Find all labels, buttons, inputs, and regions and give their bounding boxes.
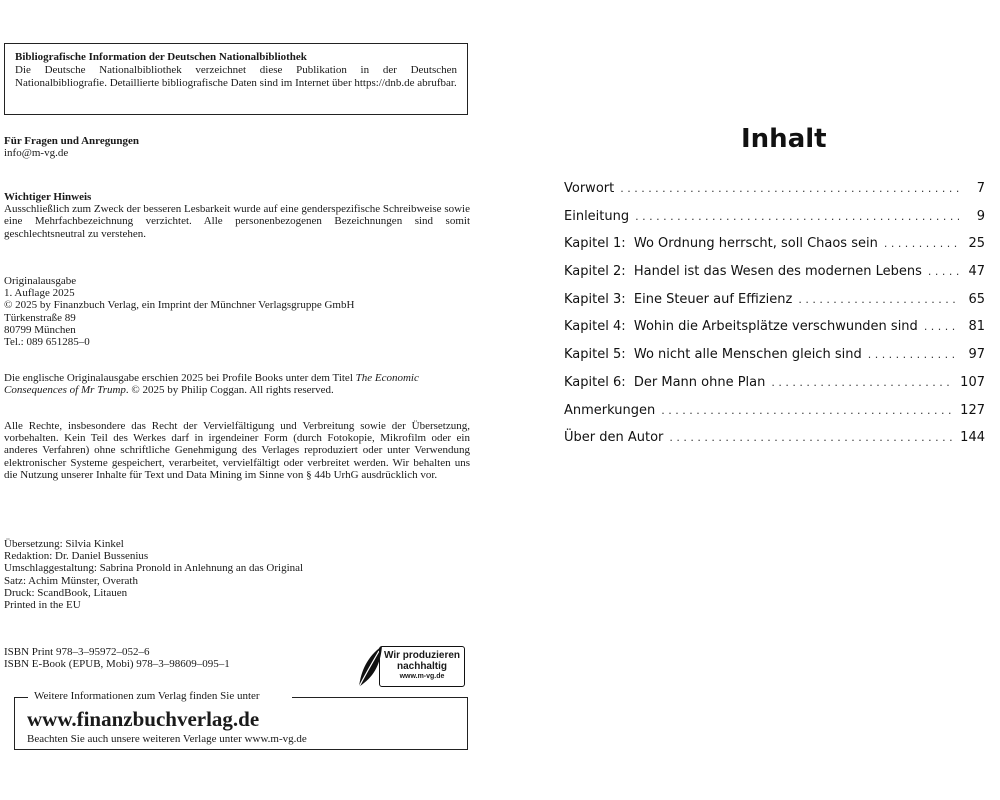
toc-leader-dots [669, 431, 954, 444]
credit-line: Redaktion: Dr. Daniel Bussenius [4, 550, 149, 563]
bibliographic-info-text: Die Deutsche Nationalbibliothek verzeichnet diese Publikation in der Deutschen Nationalbibliografie. Detaillierte bibliografische Daten sind im Internet über https://dnb.de abrufbar. [15, 64, 457, 89]
toc-leader-dots [924, 320, 959, 333]
toc-leader-dots [661, 404, 954, 417]
toc-entry-page: 7 [976, 181, 985, 196]
credit-line: Übersetzung: Silvia Kinkel [4, 538, 124, 550]
toc-entry-page: 144 [960, 430, 985, 446]
toc-title: Inhalt [741, 124, 827, 154]
toc-leader-dots [884, 237, 959, 250]
toc-entry-chapter-2[interactable] [564, 264, 985, 292]
bibliographic-info-box [4, 43, 468, 115]
contact-email: info@m-vg.de [4, 147, 69, 160]
original-text-after: . © 2025 by Philip Coggan. All rights reserved. [125, 384, 334, 397]
edition-line: 80799 München [4, 323, 76, 336]
edition-line: 1. Auflage 2025 [4, 287, 75, 300]
toc-entry-label: Anmerkungen [564, 402, 656, 418]
toc-entry-chapter-1[interactable] [564, 236, 985, 264]
notice-section [4, 191, 470, 240]
toc-entry-label: Kapitel 1: Wo Ordnung herrscht, soll Chaos sein [564, 236, 878, 252]
toc-entry-label: Über den Autor [564, 430, 664, 446]
credit-line: Satz: Achim Münster, Overath [4, 574, 138, 587]
isbn-section [4, 646, 344, 670]
toc-entry-label: Kapitel 3: Eine Steuer auf Effizienz [564, 291, 793, 307]
toc-entry-page: 127 [960, 402, 985, 418]
original-edition-note [4, 372, 470, 396]
toc-entry-chapter-5[interactable] [564, 347, 985, 375]
toc-entry-page: 65 [968, 291, 985, 307]
toc-leader-dots [771, 376, 954, 389]
sustainability-line2: nachhaltig [396, 661, 447, 672]
toc-entry-chapter-4[interactable] [564, 319, 985, 347]
toc-entry-label: Kapitel 6: Der Mann ohne Plan [564, 374, 766, 390]
box-top-rule-right [292, 697, 468, 698]
edition-line: Tel.: 089 651285–0 [4, 336, 90, 349]
original-text-before: Die englische Originalausgabe erschien 2025 bei Profile Books unter dem Titel [4, 372, 356, 384]
bibliographic-info-heading: Bibliografische Information der Deutschen Nationalbibliothek [15, 51, 307, 63]
toc-entry-page: 47 [968, 264, 985, 280]
publisher-info-box [14, 690, 468, 750]
credit-line: Druck: ScandBook, Litauen [4, 586, 128, 599]
toc-leader-dots [868, 348, 959, 361]
contact-section [4, 135, 470, 159]
toc-entry-introduction[interactable] [564, 209, 985, 237]
notice-heading: Wichtiger Hinweis [4, 191, 92, 203]
toc-entry-page: 25 [968, 236, 985, 252]
toc-entry-label: Kapitel 2: Handel ist das Wesen des modernen Lebens [564, 264, 922, 280]
toc-entry-preface[interactable] [564, 181, 985, 209]
toc-entry-page: 97 [968, 347, 985, 363]
rights-section [4, 420, 470, 481]
isbn-ebook: ISBN E-Book (EPUB, Mobi) 978–3–98609–095–1 [4, 658, 230, 671]
table-of-contents [564, 181, 985, 458]
toc-entry-notes[interactable] [564, 403, 985, 431]
toc-entry-label: Kapitel 5: Wo nicht alle Menschen gleich sind [564, 347, 862, 363]
toc-leader-dots [620, 182, 959, 195]
toc-leader-dots [928, 265, 959, 278]
edition-line: Türkenstraße 89 [4, 311, 76, 324]
sustainability-logo [355, 643, 467, 690]
credit-line: Umschlaggestaltung: Sabrina Pronold in Anlehnung an das Original [4, 562, 304, 575]
toc-leader-dots [635, 210, 959, 223]
toc-entry-chapter-6[interactable] [564, 375, 985, 403]
toc-entry-label: Vorwort [564, 181, 615, 196]
toc-entry-about-author[interactable] [564, 430, 985, 458]
toc-entry-page: 9 [976, 208, 985, 224]
contact-heading: Für Fragen und Anregungen [4, 135, 139, 147]
publisher-url[interactable]: www.finanzbuchverlag.de [27, 707, 260, 731]
publisher-note: Beachten Sie auch unsere weiteren Verlage unter www.m-vg.de [27, 733, 307, 745]
original-title: The Economic Consequences of Mr Trump [4, 372, 419, 397]
toc-entry-label: Kapitel 4: Wohin die Arbeitsplätze verschwunden sind [564, 319, 918, 335]
toc-entry-chapter-3[interactable] [564, 292, 985, 320]
edition-section [4, 275, 470, 348]
box-top-rule-left [14, 697, 28, 698]
credit-line: Printed in the EU [4, 599, 81, 612]
toc-entry-page: 81 [968, 319, 985, 335]
toc-entry-page: 107 [960, 374, 985, 390]
edition-line: © 2025 by Finanzbuch Verlag, ein Imprint der Münchner Verlagsgruppe GmbH [4, 299, 355, 312]
sustainability-badge [379, 646, 465, 687]
sustainability-url: www.m-vg.de [399, 673, 445, 680]
toc-entry-label: Einleitung [564, 208, 630, 224]
notice-text: Ausschließlich zum Zweck der besseren Lesbarkeit wurde auf eine genderspezifische Schreibweise sowie eine Mehrfachbezeichnung verzichtet. Alle personenbezogenen Bezeichnungen sind somit geschlechtsneutral zu verstehen. [4, 203, 470, 240]
rights-text: Alle Rechte, insbesondere das Recht der Vervielfältigung und Verbreitung sowie der Übersetzung, vorbehalten. Kein Teil des Werkes darf in irgendeiner Form (durch Fotokopie, Mikrofilm oder ein anderes Verfahren) ohne schriftliche Genehmigung des Verlages reproduziert oder unter Verwendung elektronischer Systeme gespeichert, verarbeitet, vervielfältigt oder verbreitet werden. Wir behalten uns die Nutzung unserer Inhalte für Text und Data Mining im Sinne von § 44b UrhG ausdrücklich vor. [4, 420, 470, 481]
toc-leader-dots [798, 293, 959, 306]
credits-section [4, 538, 470, 611]
sustainability-line1: Wir produzieren [383, 650, 461, 661]
isbn-print: ISBN Print 978–3–95972–052–6 [4, 646, 150, 658]
publisher-caption: Weitere Informationen zum Verlag finden Sie unter [31, 690, 263, 702]
edition-line: Originalausgabe [4, 275, 77, 287]
